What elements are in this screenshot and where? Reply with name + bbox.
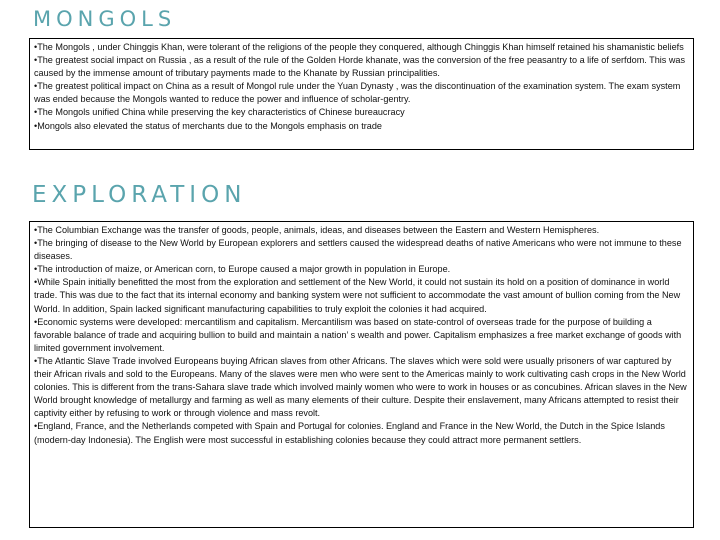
mongols-title: MONGOLS bbox=[33, 7, 177, 31]
exploration-bullet-5 bbox=[34, 316, 689, 355]
exploration-bullet-5-text: Economic systems were developed: mercantilism and capitalism. Mercantilism was based on state-control of overseas trade for the purpose of building a favorable balance of trade and acquiring bullion to build and maintain a nation’ s wealth and power. Capitalism emphasizes a free market exchange of goods with limited government involvement. bbox=[34, 316, 682, 353]
exploration-bullet-7-text: England, France, and the Netherlands competed with Spain and Portugal for colonies. England and France in the New World, the Dutch in the Spice Islands (modern-day Indonesia). The English were most successful in establishing colonies because they could attract more permanent settlers. bbox=[34, 421, 665, 445]
exploration-bullet-7 bbox=[34, 420, 689, 446]
bullet-marker: • bbox=[34, 238, 38, 249]
exploration-bullet-6-text: The Atlantic Slave Trade involved Europeans buying African slaves from other Africans. The slaves which were sold were usually prisoners of war captured by their African rivals and sold to the Europeans. Many of the slaves were men who were sent to the Americas mainly to work cultivating cash crops in the New World colonies. This is different from the trans-Sahara slave trade which involved mainly women who were to work in houses or as concubines. African slaves in the New World brought knowledge of metallurgy and farming as well as many elements of their culture. Despite their enslavement, many Africans attempted to resist their captivity either by refusing to work or through violence and mass revolt. bbox=[34, 355, 687, 419]
exploration-bullet-6 bbox=[34, 355, 689, 420]
bullet-marker: • bbox=[34, 277, 38, 288]
exploration-bullet-2-text: The bringing of disease to the New World by European explorers and settlers caused the widespread deaths of native Americans who were not immune to these diseases. bbox=[34, 238, 682, 262]
mongols-bullet-3-text: The greatest political impact on China as a result of Mongol rule under the Yuan Dynasty , was the discontinuation of the examination system. The exam system was ended because the Mongols wanted to reduce the power and influence of scholar-gentry. bbox=[34, 81, 681, 105]
bullet-marker: • bbox=[34, 264, 38, 275]
exploration-bullet-4-text: While Spain initially benefitted the most from the exploration and settlement of the New World, it could not sustain its hold on a position of dominance in world trade. This was due to the fact that its internal economy and banking system were not sufficient to accommodate the vast amount of bullion coming from the New World. In addition, Spain lacked significant manufacturing capabilities to truly exploit the colonies it had acquired. bbox=[34, 277, 681, 314]
bullet-marker: • bbox=[34, 81, 38, 92]
mongols-bullet-2 bbox=[34, 54, 689, 80]
bullet-marker: • bbox=[34, 421, 38, 432]
bullet-marker: • bbox=[34, 42, 38, 52]
bullet-marker: • bbox=[34, 55, 38, 66]
exploration-title: EXPLORATION bbox=[32, 182, 247, 208]
mongols-bullet-5-text: Mongols also elevated the status of merchants due to the Mongols emphasis on trade bbox=[37, 120, 382, 131]
exploration-bullet-3 bbox=[34, 263, 689, 276]
mongols-bullet-1-text: The Mongols , under Chinggis Khan, were tolerant of the religions of the people they conquered, although Chinggis Khan himself retained his shamanistic beliefs bbox=[37, 42, 684, 52]
exploration-bullet-2 bbox=[34, 237, 689, 263]
mongols-bullet-4 bbox=[34, 106, 689, 119]
mongols-bullet-1 bbox=[34, 41, 689, 54]
mongols-bullet-2-text: The greatest social impact on Russia , as a result of the rule of the Golden Horde khanate, was the conversion of the free peasantry to a life of serfdom. This was caused by the immense amount of tributary payments made to the Khanate by Russian principalities. bbox=[34, 55, 686, 79]
bullet-marker: • bbox=[34, 355, 38, 366]
bullet-marker: • bbox=[34, 225, 38, 235]
exploration-bullet-1-text: The Columbian Exchange was the transfer of goods, people, animals, ideas, and diseases between the Eastern and Western Hemispheres. bbox=[37, 225, 600, 235]
exploration-bullet-4 bbox=[34, 276, 689, 315]
mongols-text-box[interactable] bbox=[29, 38, 694, 150]
bullet-marker: • bbox=[34, 120, 38, 131]
exploration-text-box[interactable] bbox=[29, 221, 694, 528]
bullet-marker: • bbox=[34, 107, 38, 118]
mongols-bullet-5 bbox=[34, 120, 689, 133]
mongols-bullet-3 bbox=[34, 80, 689, 106]
bullet-marker: • bbox=[34, 316, 38, 327]
exploration-bullet-3-text: The introduction of maize, or American corn, to Europe caused a major growth in population in Europe. bbox=[37, 264, 451, 275]
exploration-bullet-1 bbox=[34, 224, 689, 237]
mongols-bullet-4-text: The Mongols unified China while preserving the key characteristics of Chinese bureaucracy bbox=[37, 107, 405, 118]
